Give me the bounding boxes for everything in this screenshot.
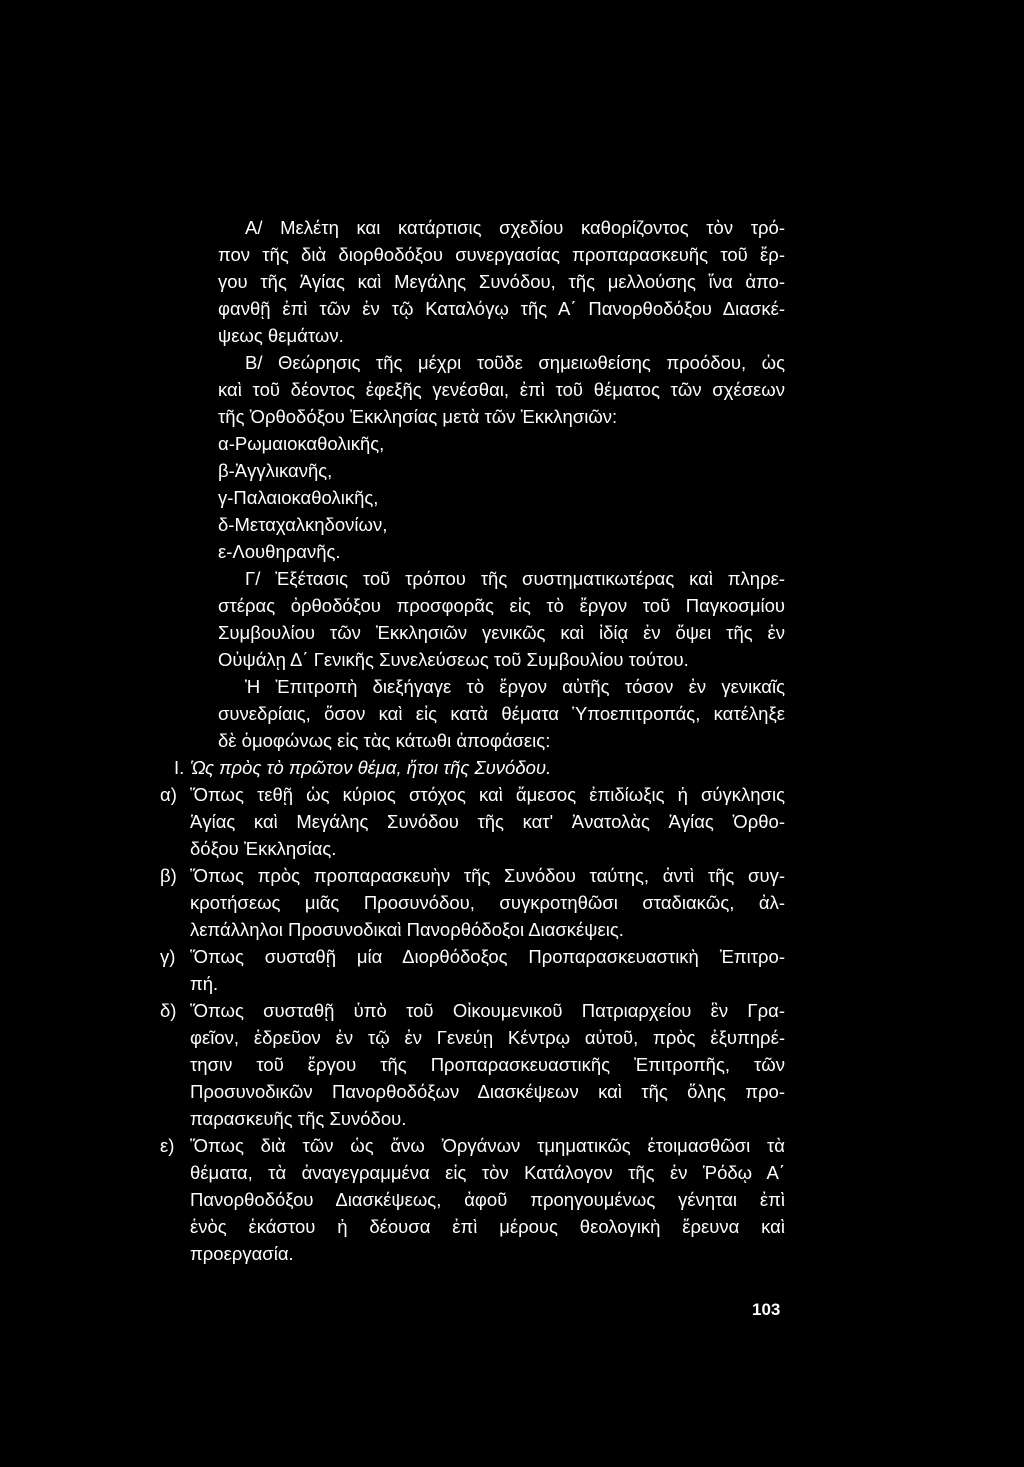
page-number: 103 bbox=[752, 1300, 781, 1319]
item-c-line-1: Ὅπως συσταθῇ μία Διορθόδοξος Προπαρασκευαστικὴ Ἐπιτρο- bbox=[190, 946, 785, 967]
church-item-c: γ-Παλαιοκαθολικῆς, bbox=[218, 487, 379, 508]
item-e-line-1: Ὅπως διὰ τῶν ὡς ἄνω Ὀργάνων τμηματικῶς ἑτοιμασθῶσι τὰ bbox=[190, 1135, 785, 1156]
item-e-line-5: προεργασία. bbox=[190, 1243, 294, 1264]
item-b-line-1: Ὅπως πρὸς προπαρασκευὴν τῆς Συνόδου ταύτης, ἀντὶ τῆς συγ- bbox=[190, 865, 785, 886]
item-b-line-2: κροτήσεως μιᾶς Προσυνόδου, συγκροτηθῶσι σταδιακῶς, ἀλ- bbox=[190, 892, 785, 913]
section-c-line-3: Συμβουλίου τῶν Ἐκκλησιῶν γενικῶς καὶ ἰδίᾳ ἐν ὄψει τῆς ἐν bbox=[218, 622, 785, 643]
item-d-label: δ) bbox=[160, 1000, 177, 1021]
section-b-line-3: τῆς Ὀρθοδόξου Ἐκκλησίας μετὰ τῶν Ἐκκλησιῶν: bbox=[218, 406, 618, 427]
item-d-line-3: τησιν τοῦ ἔργου τῆς Προπαρασκευαστικῆς Ἐπιτροπῆς, τῶν bbox=[190, 1054, 785, 1075]
section-c-line-4: Οὐψάλῃ Δ΄ Γενικῆς Συνελεύσεως τοῦ Συμβουλίου τούτου. bbox=[218, 649, 689, 670]
item-a-line-1: Ὅπως τεθῇ ὡς κύριος στόχος καὶ ἄμεσος ἐπιδίωξις ἡ σύγκλησις bbox=[190, 784, 785, 805]
item-b-label: β) bbox=[160, 865, 177, 886]
item-b-line-3: λεπάλληλοι Προσυνοδικαὶ Πανορθόδοξοι Διασκέψεις. bbox=[190, 919, 624, 940]
item-d-line-2: φεῖον, ἑδρεῦον ἐν τῷ ἐν Γενεύῃ Κέντρῳ αὐτοῦ, πρὸς ἐξυπηρέ- bbox=[190, 1027, 785, 1048]
item-e-label: ε) bbox=[160, 1135, 175, 1156]
item-a-line-3: δόξου Ἐκκλησίας. bbox=[190, 838, 337, 859]
part-one-numeral: Ι. bbox=[174, 757, 185, 778]
section-b-line-2: καὶ τοῦ δέοντος ἐφεξῆς γενέσθαι, ἐπὶ τοῦ θέματος τῶν σχέσεων bbox=[218, 379, 785, 400]
item-c-label: γ) bbox=[160, 946, 176, 967]
item-e-line-2: θέματα, τὰ ἀναγεγραμμένα εἰς τὸν Κατάλογον τῆς ἐν Ῥόδῳ Α΄ bbox=[190, 1162, 785, 1183]
item-a-line-2: Ἁγίας καὶ Μεγάλης Συνόδου τῆς κατ' Ἀνατολὰς Ἁγίας Ὀρθο- bbox=[190, 811, 785, 832]
section-b-line-1: Β/ Θεώρησις τῆς μέχρι τοῦδε σημειωθείσης προόδου, ὡς bbox=[245, 352, 785, 373]
section-c-line-2: στέρας ὀρθοδόξου προσφορᾶς εἰς τὸ ἔργον τοῦ Παγκοσμίου bbox=[218, 595, 785, 616]
church-item-a: α-Ρωμαιοκαθολικῆς, bbox=[218, 433, 385, 454]
committee-line-2: συνεδρίαις, ὅσον καὶ εἰς κατὰ θέματα Ὑποεπιτροπάς, κατέληξε bbox=[218, 703, 785, 724]
item-e-line-3: Πανορθοδόξου Διασκέψεως, ἀφοῦ προηγουμένως γένηται ἐπὶ bbox=[190, 1189, 785, 1210]
committee-line-3: δὲ ὁμοφώνως εἰς τὰς κάτωθι ἀποφάσεις: bbox=[218, 730, 551, 751]
item-d-line-4: Προσυνοδικῶν Πανορθοδόξων Διασκέψεων καὶ τῆς ὅλης προ- bbox=[190, 1081, 785, 1102]
section-a-line-2: πον τῆς διὰ διορθοδόξου συνεργασίας προπαρασκευῆς τοῦ ἔρ- bbox=[218, 244, 785, 265]
item-d-line-1: Ὅπως συσταθῇ ὑπὸ τοῦ Οἰκουμενικοῦ Πατριαρχείου ἓν Γρα- bbox=[190, 1000, 785, 1021]
part-one-heading: Ὡς πρὸς τὸ πρῶτον θέμα, ἤτοι τῆς Συνόδου. bbox=[190, 757, 552, 778]
church-item-b: β-Ἀγγλικανῆς, bbox=[218, 460, 333, 481]
committee-line-1: Ἡ Ἐπιτροπὴ διεξήγαγε τὸ ἔργον αὐτῆς τόσον ἐν γενικαῖς bbox=[245, 676, 785, 697]
section-a-line-5: ψεως θεμάτων. bbox=[218, 325, 344, 346]
church-item-e: ε-Λουθηρανῆς. bbox=[218, 541, 341, 562]
section-a-line-1: Α/ Μελέτη και κατάρτισις σχεδίου καθορίζοντος τὸν τρό- bbox=[245, 217, 785, 238]
item-e-line-4: ἑνὸς ἑκάστου ἡ δέουσα ἐπὶ μέρους θεολογικὴ ἔρευνα καὶ bbox=[190, 1216, 785, 1237]
church-item-d: δ-Μεταχαλκηδονίων, bbox=[218, 514, 388, 535]
item-a-label: α) bbox=[160, 784, 177, 805]
section-a-line-4: φανθῇ ἐπὶ τῶν ἐν τῷ Καταλόγῳ τῆς Α΄ Πανορθοδόξου Διασκέ- bbox=[218, 298, 785, 319]
section-a-line-3: γου τῆς Ἁγίας καὶ Μεγάλης Συνόδου, τῆς μελλούσης ἵνα ἀπο- bbox=[218, 271, 785, 292]
item-c-line-2: πή. bbox=[190, 973, 219, 994]
section-c-line-1: Γ/ Ἐξέτασις τοῦ τρόπου τῆς συστηματικωτέρας καὶ πληρε- bbox=[245, 568, 785, 589]
item-d-line-5: παρασκευῆς τῆς Συνόδου. bbox=[190, 1108, 407, 1129]
